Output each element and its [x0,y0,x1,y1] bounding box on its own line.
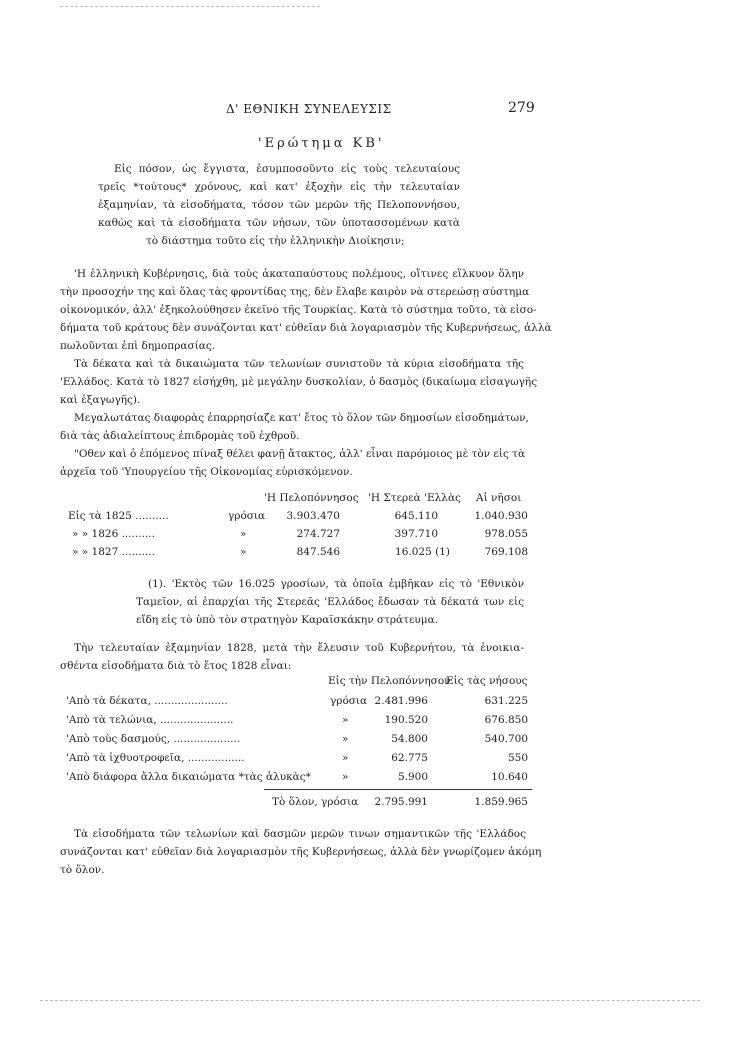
cell-value: 16.025 (1) [395,546,450,558]
text-line: συνάζονται κατ' εὐθεῖαν διὰ λογαριασμὸν τῆς Κυβερνήσεως, ἀλλὰ δὲν γνωρίζομεν ἀκόμη [60,846,542,858]
text-line: τὸ ὅλον. [60,864,105,876]
row-label: Εἰς τὰ 1825 .......... [68,510,169,522]
cell-value: 397.710 [394,528,438,540]
question-line: Εἰς πόσον, ὡς ἔγγιστα, ἐσυμποσοῦντο εἰς τοὺς τελευταίους [114,163,460,175]
text-line: τὴν προσοχήν της καὶ ὅλας τὰς φροντίδας της, δὲν ἔλαβε καιρὸν νὰ στερεώσῃ σύστημα [60,286,530,298]
cell-value: 550 [507,752,528,764]
row-label: 'Απὸ διάφορα ἄλλα δικαιώματα *τὰς ἁλυκὰς* [66,771,311,783]
text-line: ἀρχεῖα τοῦ 'Υπουργείου τῆς Οἰκονομίας εὑρισκόμενον. [60,466,353,478]
unit: γρόσια [330,695,368,707]
unit: » [342,714,349,726]
unit: » [342,771,349,783]
running-header: Δ' ΕΘΝΙΚΗ ΣΥΝΕΛΕΥΣΙΣ [226,102,392,116]
text-line: Μεγαλωτάτας διαφορὰς ἐπαρρησίαζε κατ' ἔτος τὸ ὅλον τῶν δημοσίων εἰσοδημάτων, [74,412,529,424]
cell-value: 10.640 [491,771,528,783]
total-value: 2.795.991 [374,796,428,808]
text-line: σθέντα εἰσοδήματα διὰ τὸ ἔτος 1828 εἶναι: [60,660,292,672]
row-label: 'Απὸ τοὺς δασμούς, .................... [66,733,241,745]
cell-value: 540.700 [484,733,528,745]
text-line: "Οθεν καὶ ὁ ἑπόμενος πίναξ θέλει φανῇ ἄτακτος, ἀλλ' εἶναι παρόμοιος μὲ τὸν εἰς τὰ [74,448,526,460]
unit: » [240,546,247,558]
question-line: καθὼς καὶ τὰ εἰσοδήματα τῶν νήσων, τῶν ὑποτασσομένων κατὰ [98,217,460,229]
cell-value: 847.546 [296,546,340,558]
cell-value: 631.225 [484,695,528,707]
total-label: Τὸ ὅλον, γρόσια [272,796,359,808]
cell-value: 2.481.996 [374,695,428,707]
cell-value: 1.040.930 [474,510,528,522]
cell-value: 62.775 [391,752,428,764]
text-line: 'Η ἑλληνικὴ Κυβέρνησις, διὰ τοὺς ἀκαταπαύστους πολέμους, οἵτινες εἵλκυον ὅλην [74,268,524,280]
text-line: διὰ τὰς ἀδιαλείπτους ἐπιδρομὰς τοῦ ἐχθροῦ. [60,430,300,442]
text-line: 'Ελλάδος. Κατὰ τὸ 1827 εἰσήχθη, μὲ μεγάλην δυσκολίαν, ὁ δασμὸς (δικαίωμα εἰσαγωγῆς [60,376,538,388]
cell-value: 274.727 [296,528,340,540]
unit: » [342,733,349,745]
text-line: Τὰ εἰσοδήματα τῶν τελωνίων καὶ δασμῶν μερῶν τινων σημαντικῶν τῆς 'Ελλάδος [74,828,526,840]
page-number: 279 [508,100,535,116]
text-line: οἰκονομικόν, ἀλλ' ἐξηκολούθησεν ἐκεῖνο τῆς Τουρκίας. Κατὰ τὸ σύστημα τοῦτο, τὰ εἰσο- [60,304,537,316]
column-header: 'Η Πελοπόννησος [264,492,359,504]
scan-artifact-top [60,6,320,7]
text-line: Τὰ δέκατα καὶ τὰ δικαιώματα τῶν τελωνίων συνιστοῦν τὰ κύρια εἰσοδήματα τῆς [74,358,524,370]
row-label: » » 1826 .......... [72,528,155,540]
column-header: 'Η Στερεὰ 'Ελλὰς [368,492,461,504]
column-header: Αἱ νῆσοι [476,492,522,504]
cell-value: 190.520 [384,714,428,726]
cell-value: 978.055 [484,528,528,540]
unit: » [240,528,247,540]
cell-value: 3.903.470 [286,510,340,522]
text-line: καὶ ἐξαγωγῆς). [60,394,141,406]
scan-artifact-bottom [40,1000,700,1001]
question-line: τὸ διάστημα τοῦτο εἰς τὴν ἑλληνικὴν Διοίκησιν; [146,235,405,247]
cell-value: 54.800 [391,733,428,745]
cell-value: 676.850 [484,714,528,726]
question-line: τρεῖς *τούτους* χρόνους, καὶ κατ' ἐξοχὴν εἰς τὴν τελευταίαν [98,181,460,193]
row-label: 'Απὸ τὰ τελώνια, ...................... [66,714,234,726]
text-line: δήματα τοῦ κράτους δὲν συνάζονται κατ' εὐθεῖαν διὰ λογαριασμὸν τῆς Κυβερνήσεως, ἀλλὰ [60,322,552,334]
footnote-line: (1). 'Εκτὸς τῶν 16.025 γροσίων, τὰ ὁποῖα ἐμβῆκαν εἰς τὸ 'Εθνικὸν [148,578,524,590]
footnote-line: Ταμεῖον, αἱ ἐπαρχίαι τῆς Στερεᾶς 'Ελλάδος ἔδωσαν τὰ δέκατά των εἰς [136,596,524,608]
unit: γρόσια [228,510,266,522]
text-line: πωλοῦνται ἐπὶ δημοπρασίας. [60,340,216,352]
question-title: 'Ερώτημα ΚΒ' [258,136,385,151]
column-header: Εἰς τὰς νήσους [446,675,528,687]
cell-value: 645.110 [394,510,438,522]
row-label: 'Απὸ τὰ δέκατα, ...................... [66,695,228,707]
question-line: ἐξαμηνίαν, τὰ εἰσοδήματα, τόσον τῶν μερῶν τῆς Πελοποννήσου, [98,199,460,211]
total-value: 1.859.965 [474,796,528,808]
footnote-line: εἴδη εἰς τὸ ὑπὸ τὸν στρατηγὸν Καραϊσκάκην στράτευμα. [136,614,439,626]
row-label: 'Απὸ τὰ ἰχθυοτροφεῖα, ................. [66,752,245,764]
column-header: Εἰς τὴν Πελοπόννησον [328,675,451,687]
total-rule [264,789,532,790]
unit: » [342,752,349,764]
cell-value: 5.900 [397,771,428,783]
cell-value: 769.108 [484,546,528,558]
row-label: » » 1827 .......... [72,546,155,558]
text-line: Τὴν τελευταίαν ἑξαμηνίαν 1828, μετὰ τὴν ἔλευσιν τοῦ Κυβερνήτου, τὰ ἐνοικια- [74,642,524,654]
